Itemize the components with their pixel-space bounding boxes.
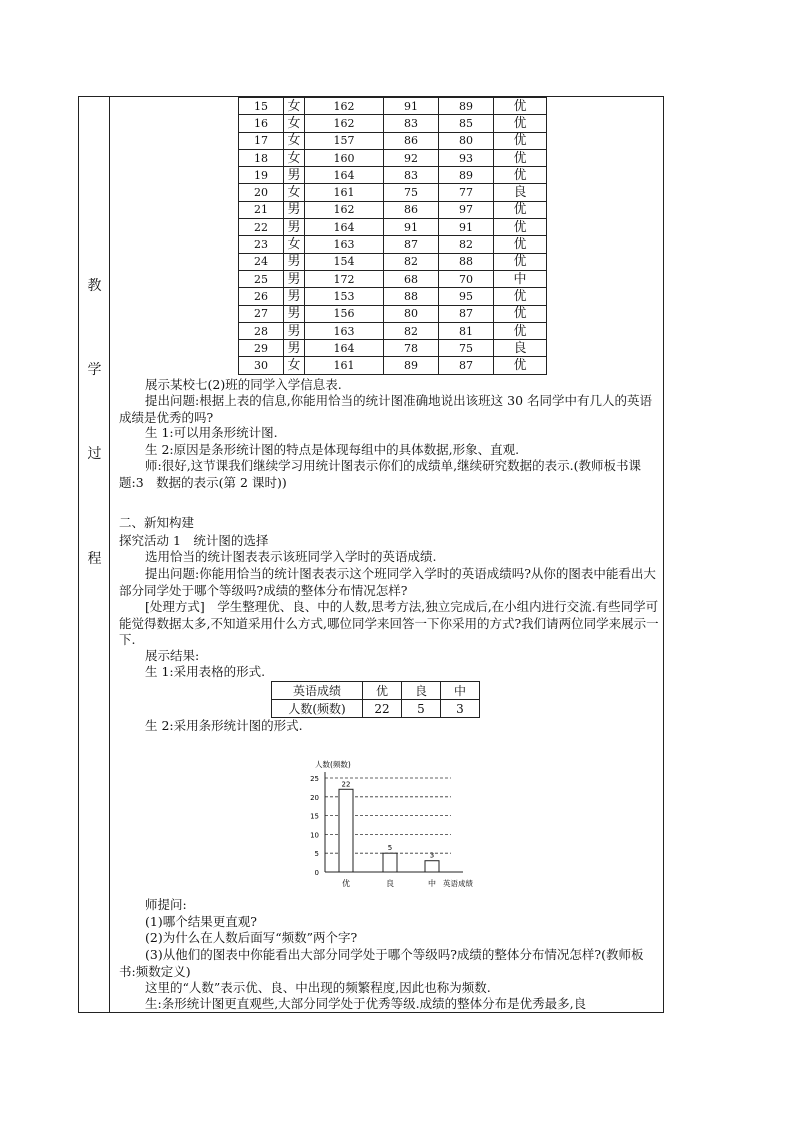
table-cell: 优 [494, 288, 547, 305]
table-cell: 男 [284, 340, 305, 357]
x-tick-label: 良 [386, 879, 394, 888]
side-char: 程 [87, 551, 102, 567]
table-cell: 优 [494, 115, 547, 132]
table-cell: 26 [239, 288, 284, 305]
table-cell: 优 [494, 357, 547, 374]
table-cell: 89 [439, 167, 494, 184]
side-char: 过 [87, 446, 102, 462]
table-cell: 75 [384, 184, 439, 201]
table-cell: 人数(频数) [272, 700, 363, 718]
table-cell: 92 [384, 149, 439, 166]
data-label: 3 [429, 851, 435, 860]
table-cell: 23 [239, 236, 284, 253]
table-row [239, 201, 547, 218]
table-row [239, 184, 547, 201]
table-cell: 91 [384, 98, 439, 115]
table-cell: 27 [239, 305, 284, 322]
paragraph: [处理方式] 学生整理优、良、中的人数,思考方法,独立完成后,在小组内进行交流.有些同学可能觉得数据太多,不知道采用什么方式,哪位同学来回答一下你采用的方式?我们请两位同学来展示一下. [119, 599, 659, 647]
table-cell: 70 [439, 270, 494, 287]
table-cell: 18 [239, 149, 284, 166]
side-label-column [79, 97, 110, 1012]
bar [339, 789, 353, 872]
table-header: 良 [402, 682, 441, 700]
table-cell: 优 [494, 322, 547, 339]
table-cell: 优 [494, 253, 547, 270]
table-row [239, 340, 547, 357]
paragraph: (3)从他们的图表中你能看出大部分同学处于哪个等级吗?成绩的整体分布情况怎样?(教师板书:频数定义) [119, 947, 644, 979]
y-tick-label: 25 [310, 775, 319, 783]
table-cell: 89 [384, 357, 439, 374]
paragraph: 师提问: [145, 897, 187, 912]
table-cell: 172 [305, 270, 384, 287]
table-cell: 男 [284, 270, 305, 287]
table-cell: 22 [363, 700, 402, 718]
table-cell: 160 [305, 149, 384, 166]
table-cell: 87 [439, 305, 494, 322]
table-cell: 优 [494, 219, 547, 236]
table-cell: 优 [494, 98, 547, 115]
paragraph: 展示某校七(2)班的同学入学信息表. [145, 377, 342, 392]
table-cell: 22 [239, 219, 284, 236]
table-cell: 77 [439, 184, 494, 201]
table-cell: 良 [494, 340, 547, 357]
table-cell: 优 [494, 305, 547, 322]
table-cell: 164 [305, 219, 384, 236]
table-cell: 5 [402, 700, 441, 718]
table-cell: 30 [239, 357, 284, 374]
table-cell: 88 [384, 288, 439, 305]
side-char: 学 [87, 362, 102, 378]
table-cell: 优 [494, 149, 547, 166]
table-cell: 91 [384, 219, 439, 236]
table-cell: 85 [439, 115, 494, 132]
table-cell: 162 [305, 115, 384, 132]
table-cell: 162 [305, 201, 384, 218]
table-row [239, 219, 547, 236]
y-axis-label: 人数(频数) [315, 760, 351, 769]
table-cell: 80 [384, 305, 439, 322]
table-cell: 87 [384, 236, 439, 253]
table-cell: 28 [239, 322, 284, 339]
paragraph: 生 1:采用表格的形式. [145, 664, 266, 679]
paragraph: 生 2:采用条形统计图的形式. [145, 718, 303, 733]
table-cell: 75 [439, 340, 494, 357]
table-header: 优 [363, 682, 402, 700]
y-tick-label: 15 [310, 812, 319, 821]
table-cell: 中 [494, 270, 547, 287]
table-cell: 男 [284, 219, 305, 236]
table-cell: 95 [439, 288, 494, 305]
side-char: 教 [87, 278, 102, 294]
table-cell: 女 [284, 184, 305, 201]
table-header: 中 [441, 682, 480, 700]
table-cell: 20 [239, 184, 284, 201]
paragraph: 师:很好,这节课我们继续学习用统计图表示你们的成绩单,继续研究数据的表示.(教师板书课题:3 数据的表示(第 2 课时)) [119, 458, 642, 490]
table-cell: 24 [239, 253, 284, 270]
table-cell: 93 [439, 149, 494, 166]
table-cell: 162 [305, 98, 384, 115]
table-row [239, 167, 547, 184]
table-cell: 153 [305, 288, 384, 305]
table-cell: 21 [239, 201, 284, 218]
table-cell: 164 [305, 340, 384, 357]
table-cell: 78 [384, 340, 439, 357]
x-axis-label: 英语成绩 [443, 879, 473, 888]
table-row [239, 357, 547, 374]
table-cell: 86 [384, 132, 439, 149]
table-cell: 29 [239, 340, 284, 357]
table-cell: 89 [439, 98, 494, 115]
bar [425, 861, 439, 872]
table-cell: 82 [384, 253, 439, 270]
table-cell: 女 [284, 149, 305, 166]
lesson-content [111, 97, 663, 1012]
table-cell: 优 [494, 236, 547, 253]
table-cell: 163 [305, 322, 384, 339]
table-cell: 优 [494, 132, 547, 149]
table-cell: 女 [284, 115, 305, 132]
bar [383, 853, 397, 872]
paragraph: (2)为什么在人数后面写“频数”两个字? [145, 930, 358, 945]
table-cell: 154 [305, 253, 384, 270]
table-cell: 82 [384, 322, 439, 339]
table-cell: 男 [284, 201, 305, 218]
table-row [239, 115, 547, 132]
english-score-table [271, 681, 480, 718]
y-tick-label: 20 [310, 793, 319, 802]
table-cell: 19 [239, 167, 284, 184]
table-cell: 男 [284, 322, 305, 339]
table-cell: 164 [305, 167, 384, 184]
table-cell: 163 [305, 236, 384, 253]
table-cell: 156 [305, 305, 384, 322]
table-cell: 男 [284, 305, 305, 322]
table-row [239, 305, 547, 322]
table-cell: 83 [384, 167, 439, 184]
table-cell: 83 [384, 115, 439, 132]
table-cell: 男 [284, 253, 305, 270]
table-row [239, 149, 547, 166]
table-cell: 女 [284, 98, 305, 115]
table-cell: 91 [439, 219, 494, 236]
table-cell: 3 [441, 700, 480, 718]
table-cell: 80 [439, 132, 494, 149]
y-tick-label: 0 [314, 869, 319, 877]
paragraph: (1)哪个结果更直观? [145, 914, 257, 929]
table-cell: 87 [439, 357, 494, 374]
table-cell: 优 [494, 201, 547, 218]
x-tick-label: 优 [342, 879, 350, 888]
table-cell: 88 [439, 253, 494, 270]
x-tick-label: 中 [428, 879, 436, 888]
bar-chart [291, 757, 491, 892]
paragraph: 这里的“人数”表示优、良、中出现的频繁程度,因此也称为频数. [145, 980, 491, 995]
y-tick-label: 5 [314, 850, 319, 859]
table-cell: 优 [494, 167, 547, 184]
activity-heading: 探究活动 1 统计图的选择 [119, 533, 269, 548]
table-cell: 161 [305, 184, 384, 201]
table-cell: 男 [284, 167, 305, 184]
table-header: 英语成绩 [272, 682, 363, 700]
table-cell: 25 [239, 270, 284, 287]
table-row [239, 322, 547, 339]
section-heading: 二、新知构建 [119, 515, 195, 530]
table-cell: 男 [284, 288, 305, 305]
table-cell: 97 [439, 201, 494, 218]
table-cell: 女 [284, 132, 305, 149]
table-cell: 161 [305, 357, 384, 374]
student-roster-table [238, 97, 547, 375]
table-row [239, 236, 547, 253]
paragraph: 选用恰当的统计图表表示该班同学入学时的英语成绩. [145, 549, 437, 564]
data-label: 22 [341, 780, 351, 789]
table-cell: 157 [305, 132, 384, 149]
table-cell: 86 [384, 201, 439, 218]
table-row [239, 288, 547, 305]
table-cell: 女 [284, 357, 305, 374]
paragraph: 提出问题:你能用恰当的统计图表表示这个班同学入学时的英语成绩吗?从你的图表中能看出大部分同学处于哪个等级吗?成绩的整体分布情况怎样? [119, 566, 656, 598]
paragraph: 生:条形统计图更直观些,大部分同学处于优秀等级.成绩的整体分布是优秀最多,良 [145, 996, 587, 1011]
table-cell: 17 [239, 132, 284, 149]
data-label: 5 [387, 844, 393, 853]
table-row [239, 98, 547, 115]
paragraph: 生 2:原因是条形统计图的特点是体现每组中的具体数据,形象、直观. [145, 442, 520, 457]
table-row [239, 270, 547, 287]
paragraph: 生 1:可以用条形统计图. [145, 425, 278, 440]
lesson-frame [78, 96, 664, 1013]
paragraph: 提出问题:根据上表的信息,你能用恰当的统计图准确地说出该班这 30 名同学中有几人的英语成绩是优秀的吗? [119, 393, 653, 425]
table-cell: 女 [284, 236, 305, 253]
paragraph: 展示结果: [145, 648, 200, 663]
table-cell: 82 [439, 236, 494, 253]
table-cell: 68 [384, 270, 439, 287]
table-cell: 15 [239, 98, 284, 115]
table-cell: 81 [439, 322, 494, 339]
table-cell: 16 [239, 115, 284, 132]
y-tick-label: 10 [310, 831, 319, 840]
table-row [239, 132, 547, 149]
table-row [239, 253, 547, 270]
table-cell: 良 [494, 184, 547, 201]
